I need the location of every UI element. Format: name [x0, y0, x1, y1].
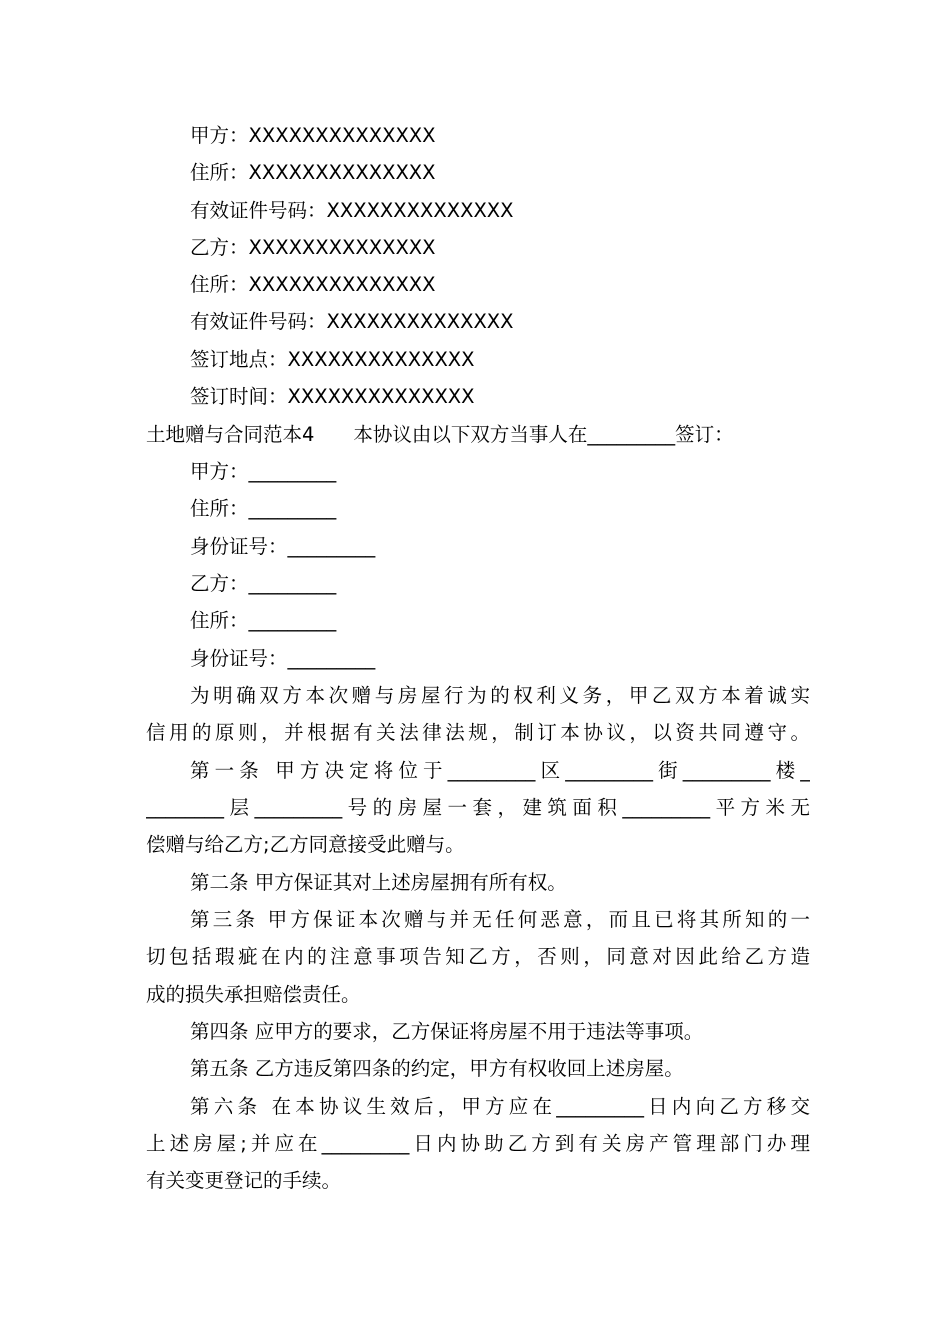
body-line: 为明确双方本次赠与房屋行为的权利义务，甲乙双方本着诚实 — [190, 684, 810, 707]
body-line: 第二条 甲方保证其对上述房屋拥有所有权。 — [190, 871, 567, 894]
body-line: 信用的原则，并根据有关法律法规，制订本协议，以资共同遵守。 — [146, 721, 810, 744]
party-b-name-line: 乙方：XXXXXXXXXXXXXX — [190, 236, 436, 259]
body-line: 第四条 应甲方的要求，乙方保证将房屋不用于违法等事项。 — [190, 1020, 704, 1043]
party-a-address-line: 住所：XXXXXXXXXXXXXX — [190, 161, 436, 184]
party-a-id-number: 身份证号：_________ — [190, 535, 376, 558]
body-line: ________层_________号的房屋一套，建筑面积_________平方米无 — [146, 796, 810, 819]
body-line: 切包括瑕疵在内的注意事项告知乙方，否则，同意对因此给乙方造 — [146, 945, 810, 968]
section-title-line: 土地赠与合同范本4 本协议由以下双方当事人在_________签订： — [146, 423, 734, 446]
party-b-id-line: 有效证件号码：XXXXXXXXXXXXXX — [190, 310, 514, 333]
body-line: 第六条 在本协议生效后，甲方应在_________日内向乙方移交 — [190, 1095, 810, 1118]
body-line: 第一条 甲方决定将位于_________区_________街_________楼_ — [190, 759, 810, 782]
body-line: 上述房屋;并应在_________日内协助乙方到有关房产管理部门办理 — [146, 1132, 810, 1155]
party-a-address: 住所：_________ — [190, 497, 337, 520]
body-line: 偿赠与给乙方;乙方同意接受此赠与。 — [146, 833, 465, 856]
body-line: 第五条 乙方违反第四条的约定，甲方有权收回上述房屋。 — [190, 1057, 684, 1080]
party-a-name-line: 甲方：XXXXXXXXXXXXXX — [190, 124, 436, 147]
party-b-address-line: 住所：XXXXXXXXXXXXXX — [190, 273, 436, 296]
body-line: 第三条 甲方保证本次赠与并无任何恶意，而且已将其所知的一 — [190, 908, 810, 931]
party-a-line: 甲方：_________ — [190, 460, 337, 483]
party-a-id-line: 有效证件号码：XXXXXXXXXXXXXX — [190, 199, 514, 222]
party-b-line: 乙方：_________ — [190, 572, 337, 595]
signing-time-line: 签订时间：XXXXXXXXXXXXXX — [190, 385, 475, 408]
party-b-address: 住所：_________ — [190, 609, 337, 632]
party-b-id-number: 身份证号：_________ — [190, 647, 376, 670]
signing-place-line: 签订地点：XXXXXXXXXXXXXX — [190, 348, 475, 371]
body-line: 成的损失承担赔偿责任。 — [146, 983, 361, 1006]
body-line: 有关变更登记的手续。 — [146, 1169, 342, 1192]
